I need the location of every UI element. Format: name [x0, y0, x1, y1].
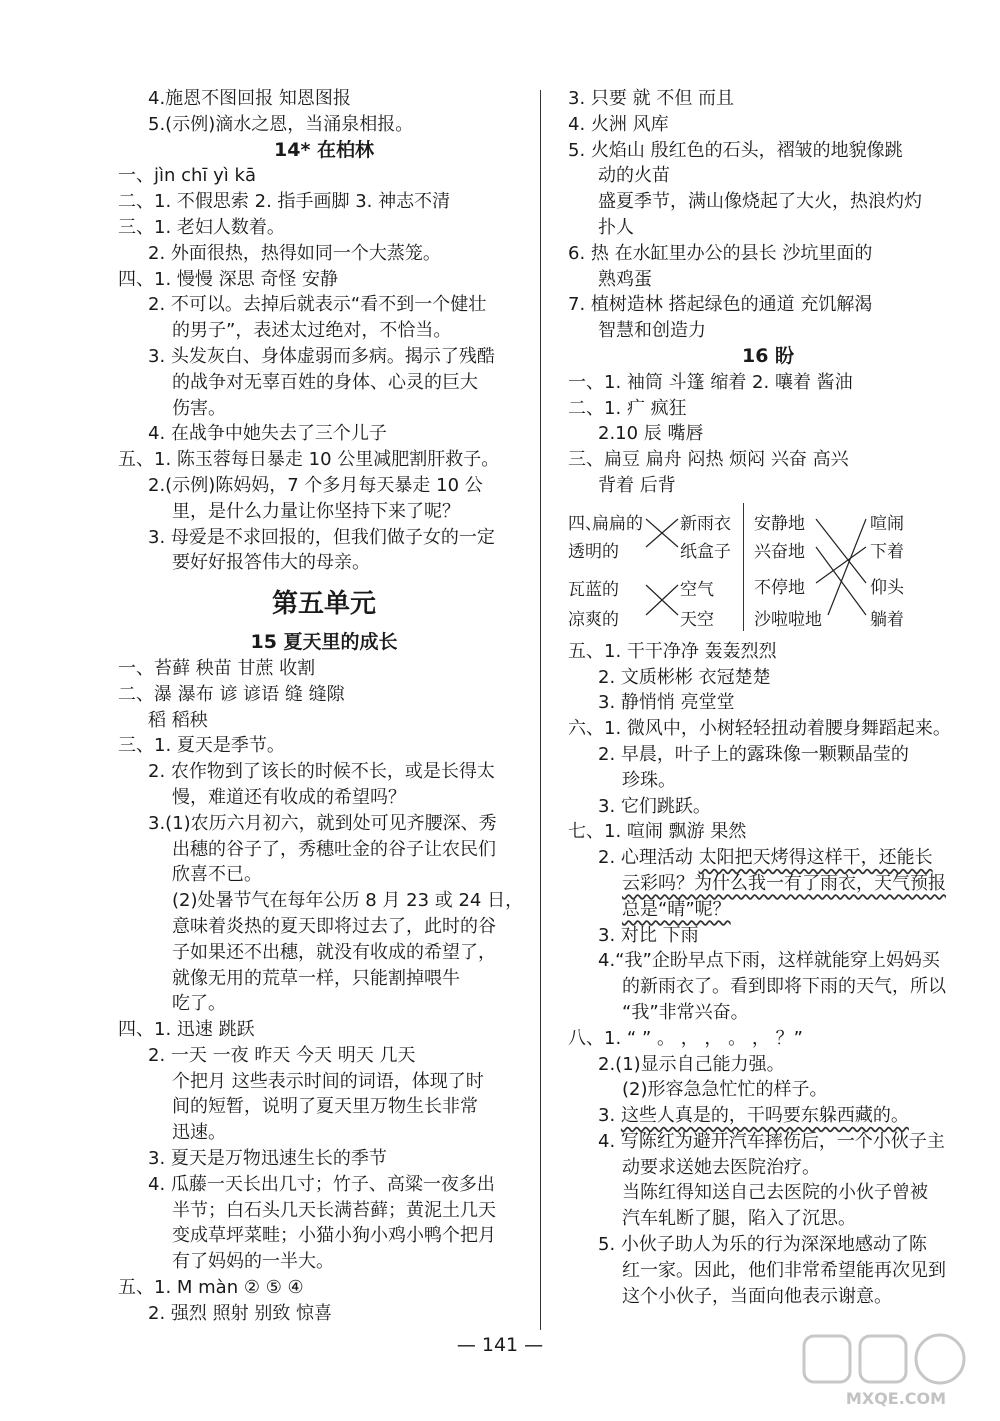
answer-line: 迅速。: [172, 1122, 226, 1144]
answer-line: 动要求送她去医院治疗。: [622, 1156, 820, 1178]
answer-line: 要好好报答伟大的母亲。: [172, 552, 370, 574]
match-word: 兴奋地: [754, 541, 805, 562]
match-word: 躺着: [870, 609, 904, 630]
answer-line: 4. 火洲 风库: [568, 113, 669, 135]
answer-line: 4. 写陈红为避开汽车摔伤后，一个小伙子主: [598, 1130, 945, 1152]
match-word: 天空: [680, 609, 714, 630]
answer-line: 2. 早晨，叶子上的露珠像一颗颗晶莹的: [598, 743, 909, 765]
match-word: 安静地: [754, 513, 805, 534]
answer-line: 5. 火焰山 殷红色的石头，褶皱的地貌像跳: [568, 139, 903, 161]
answer-line: 的战争对无辜百姓的身体、心灵的巨大: [172, 371, 478, 393]
answer-line: 一、jìn chī yì kā: [118, 165, 256, 187]
answer-line: 2. 强烈 照射 别致 惊喜: [148, 1302, 333, 1324]
answer-line: 3. 这些人真是的，干吗要东躲西藏的。: [598, 1105, 909, 1127]
answer-line: 的新雨衣了。看到即将下雨的天气，所以: [622, 976, 946, 998]
answer-line: 的男子”，表述太过绝对，不恰当。: [172, 320, 452, 342]
answer-line: 七、1. 喧闹 飘游 果然: [568, 821, 747, 843]
match-word: 空气: [680, 579, 714, 600]
answer-line: 5. 小伙子助人为乐的行为深深地感动了陈: [598, 1234, 927, 1256]
answer-line: 汽车轧断了腿，陷入了沉思。: [622, 1208, 856, 1230]
answer-line: 五、1. 陈玉蓉每日暴走 10 公里减肥割肝救子。: [118, 449, 500, 471]
answer-line: 五、1. M màn ② ⑤ ④: [118, 1277, 304, 1299]
watermark-logo: [800, 1330, 985, 1410]
answer-line: 里，是什么力量让你坚持下来了呢？: [172, 500, 460, 522]
answer-line: 稻 稻秧: [148, 709, 208, 731]
lesson-heading: 14* 在柏林: [274, 138, 374, 161]
answer-line: 伤害。: [172, 397, 226, 419]
page-number: — 141 —: [456, 1334, 544, 1356]
answer-line: (2)处暑节气在每年公历 8 月 23 或 24 日，: [172, 890, 524, 912]
answer-line: 7. 植树造林 搭起绿色的通道 充饥解渴: [568, 294, 873, 316]
answer-line: 背着 后背: [598, 474, 676, 496]
answer-line: 意味着炎热的夏天即将过去了，此时的谷: [172, 915, 496, 937]
answer-line: 3. 头发灰白、身体虚弱而多病。揭示了残酷: [148, 345, 495, 367]
lesson-heading: 15 夏天里的成长: [250, 631, 398, 654]
answer-line: 三、扁豆 扁舟 闷热 烦闷 兴奋 高兴: [568, 449, 849, 471]
answer-line: 动的火苗: [598, 165, 670, 187]
answer-line: 这个小伙子，当面向他表示谢意。: [622, 1285, 892, 1307]
answer-line: 4. 瓜藤一天长出几寸；竹子、高粱一夜多出: [148, 1173, 495, 1195]
match-word: 新雨衣: [680, 513, 731, 534]
answer-line: 半节；白石头几天长满苔藓；黄泥土几天: [172, 1199, 496, 1221]
column-divider: [540, 90, 541, 1330]
answer-line: 一、1. 袖筒 斗篷 缩着 2. 嚷着 酱油: [568, 371, 853, 393]
answer-line: 五、1. 干干净净 轰轰烈烈: [568, 640, 777, 662]
answer-line: 2. 不可以。去掉后就表示“看不到一个健壮: [148, 294, 487, 316]
answer-line: 6. 热 在水缸里办公的县长 沙坑里面的: [568, 242, 873, 264]
answer-line: 2.(1)显示自己能力强。: [598, 1053, 785, 1075]
answer-line: 5.(示例)滴水之恩，当涌泉相报。: [148, 113, 414, 135]
answer-line: 总是“晴”呢？: [622, 898, 731, 920]
answer-line: 智慧和创造力: [598, 320, 706, 342]
answer-line: 间的短暂，说明了夏天里万物生长非常: [172, 1096, 478, 1118]
right-bottom-answers: [568, 639, 968, 1310]
answer-line: 变成草坪菜畦；小猫小狗小鸡小鸭个把月: [172, 1225, 496, 1247]
answer-line: “我”非常兴奋。: [622, 1001, 749, 1023]
answer-line: 吃了。: [172, 993, 226, 1015]
answer-line: 4.施恩不图回报 知恩图报: [148, 88, 351, 109]
answer-line: 二、1. 疒 疯狂: [568, 397, 687, 419]
match-word: 凉爽的: [568, 609, 619, 630]
right-top-answers: [568, 86, 968, 499]
answer-line: 二、瀑 瀑布 谚 谚语 缝 缝隙: [118, 683, 345, 705]
answer-line: 3. 母爱是不求回报的，但我们做子女的一定: [148, 526, 495, 548]
answer-line: 云彩吗？为什么我一有了雨衣，天气预报: [622, 872, 946, 894]
answer-line: 2. 文质彬彬 衣冠楚楚: [598, 666, 771, 688]
answer-line: 2.10 辰 嘴唇: [598, 423, 704, 445]
match-word: 透明的: [568, 541, 619, 562]
answer-line: 子如果还不出穗，就没有收成的希望了，: [172, 941, 496, 963]
answer-line: 2. 一天 一夜 昨天 今天 明天 几天: [148, 1044, 416, 1066]
match-word: 纸盒子: [680, 541, 731, 562]
answer-line: 出穗的谷子了，秀穗吐金的谷子让农民们: [172, 838, 496, 860]
answer-line: 四、1. 迅速 跳跃: [118, 1019, 255, 1041]
match-label: 四、: [568, 513, 602, 534]
answer-line: 八、1. “ ” 。 ， ， 。 ， ？”: [568, 1027, 803, 1049]
answer-line: 慢，难道还有收成的希望吗？: [172, 786, 406, 808]
answer-line: 盛夏季节，满山像烧起了大火，热浪灼灼: [598, 191, 922, 213]
answer-line: 2.(示例)陈妈妈，7 个多月每天暴走 10 公: [148, 474, 483, 496]
answer-line: 当陈红得知送自己去医院的小伙子曾被: [622, 1182, 928, 1204]
match-word: 不停地: [754, 577, 805, 598]
answer-line: 三、1. 老妇人数着。: [118, 216, 285, 238]
answer-line: 3.(1)农历六月初六，就到处可见齐腰深、秀: [148, 812, 497, 834]
answer-line: 四、1. 慢慢 深思 奇怪 安静: [118, 268, 339, 290]
answer-line: 红一家。因此，他们非常希望能再次见到: [622, 1259, 946, 1281]
answer-line: 熟鸡蛋: [598, 268, 652, 290]
answer-line: 2. 心理活动 太阳把天烤得这样干，还能长: [598, 847, 933, 869]
answer-line: 3. 它们跳跃。: [598, 795, 711, 817]
match-word: 下着: [870, 541, 904, 562]
answer-line: 六、1. 微风中，小树轻轻扭动着腰身舞蹈起来。: [568, 718, 951, 740]
answer-line: 珍珠。: [622, 769, 676, 791]
answer-line: 一、苔藓 秧苗 甘蔗 收割: [118, 657, 316, 679]
match-word: 仰头: [870, 577, 904, 598]
left-column: [118, 86, 530, 1327]
match-word: 沙啦啦地: [754, 609, 822, 630]
answer-line: 4.“我”企盼早点下雨，这样就能穿上妈妈买: [598, 950, 940, 972]
match-lines: [568, 503, 968, 633]
answer-line: 有了妈妈的一半大。: [172, 1251, 334, 1273]
answer-line: 3. 只要 就 不但 而且: [568, 88, 735, 109]
answer-line: 3. 静悄悄 亮堂堂: [598, 692, 735, 714]
answer-line: 2. 农作物到了该长的时候不长，或是长得太: [148, 761, 495, 783]
unit-heading: 第五单元: [271, 589, 376, 620]
match-word: 扁扁的: [592, 513, 643, 534]
match-word: 瓦蓝的: [568, 579, 619, 600]
answer-line: 4. 在战争中她失去了三个儿子: [148, 423, 387, 445]
match-word: 喧闹: [870, 513, 904, 534]
answer-line: (2)形容急急忙忙的样子。: [622, 1079, 828, 1101]
answer-line: 就像无用的荒草一样，只能割掉喂牛: [172, 967, 460, 989]
answer-line: 个把月 这些表示时间的词语，体现了时: [172, 1070, 484, 1092]
answer-line: 三、1. 夏天是季节。: [118, 735, 285, 757]
answer-line: 3. 夏天是万物迅速生长的季节: [148, 1148, 387, 1170]
answer-line: 扑人: [598, 216, 634, 238]
right-column: [568, 86, 968, 1309]
answer-line: 2. 外面很热，热得如同一个大蒸笼。: [148, 242, 441, 264]
matching-exercise: [568, 503, 968, 633]
answer-line: 欣喜不已。: [172, 864, 262, 886]
lesson-heading: 16 盼: [741, 344, 795, 367]
svg-text:MXQE.COM: MXQE.COM: [845, 1389, 947, 1408]
answer-line: 3. 对比 下雨: [598, 924, 699, 946]
answer-line: 二、1. 不假思索 2. 指手画脚 3. 神志不清: [118, 191, 451, 213]
